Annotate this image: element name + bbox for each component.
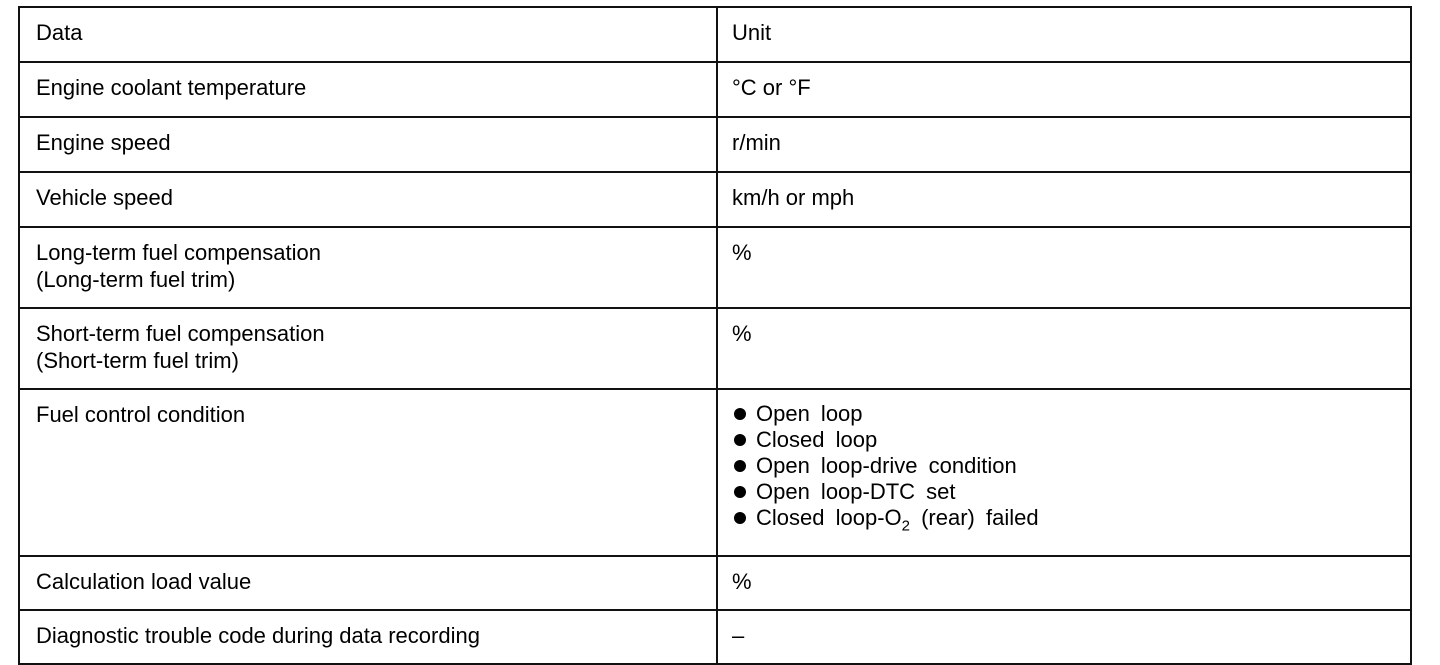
list-item	[732, 479, 1394, 505]
table-row	[19, 308, 1411, 389]
data-unit-table	[18, 6, 1412, 665]
header-data-cell: Data	[19, 7, 717, 62]
list-item	[732, 505, 1394, 535]
list-item	[732, 401, 1394, 427]
table-header-row	[19, 7, 1411, 62]
unit-cell: %	[717, 227, 1411, 308]
unit-cell: –	[717, 610, 1411, 664]
unit-cell: km/h or mph	[717, 172, 1411, 227]
data-cell: Fuel control condition	[19, 389, 717, 556]
list-item-label-suffix: (rear) failed	[909, 505, 1039, 530]
table-row	[19, 227, 1411, 308]
table-row	[19, 172, 1411, 227]
unit-cell: r/min	[717, 117, 1411, 172]
data-cell: Calculation load value	[19, 556, 717, 610]
list-item	[732, 453, 1394, 479]
list-item-label: Closed loop	[756, 427, 878, 452]
unit-cell: %	[717, 556, 1411, 610]
table-row	[19, 610, 1411, 664]
list-item-label: Open loop-DTC set	[756, 479, 956, 504]
list-item-label-prefix: Closed loop-O	[756, 505, 902, 530]
table-row	[19, 556, 1411, 610]
unit-cell: %	[717, 308, 1411, 389]
data-cell: Engine coolant temperature	[19, 62, 717, 117]
data-cell	[19, 227, 717, 308]
data-cell	[19, 308, 717, 389]
list-item-label: Open loop	[756, 401, 863, 426]
bullet-icon	[734, 408, 746, 420]
data-cell-line: (Long-term fuel trim)	[36, 267, 236, 292]
bullet-icon	[734, 434, 746, 446]
data-cell: Vehicle speed	[19, 172, 717, 227]
bullet-icon	[734, 512, 746, 524]
data-cell-line: Long-term fuel compensation	[36, 240, 321, 265]
table-row	[19, 117, 1411, 172]
table-row	[19, 62, 1411, 117]
bullet-icon	[734, 460, 746, 472]
unit-cell: °C or °F	[717, 62, 1411, 117]
fuel-condition-list	[732, 401, 1394, 535]
subscript-number: 2	[901, 517, 910, 535]
header-unit-cell: Unit	[717, 7, 1411, 62]
data-cell-line: Short-term fuel compensation	[36, 321, 325, 346]
table-row	[19, 389, 1411, 556]
list-item	[732, 427, 1394, 453]
data-cell: Diagnostic trouble code during data recording	[19, 610, 717, 664]
data-cell-line: (Short-term fuel trim)	[36, 348, 239, 373]
data-cell: Engine speed	[19, 117, 717, 172]
list-item-label: Open loop-drive condition	[756, 453, 1017, 478]
unit-cell	[717, 389, 1411, 556]
bullet-icon	[734, 486, 746, 498]
